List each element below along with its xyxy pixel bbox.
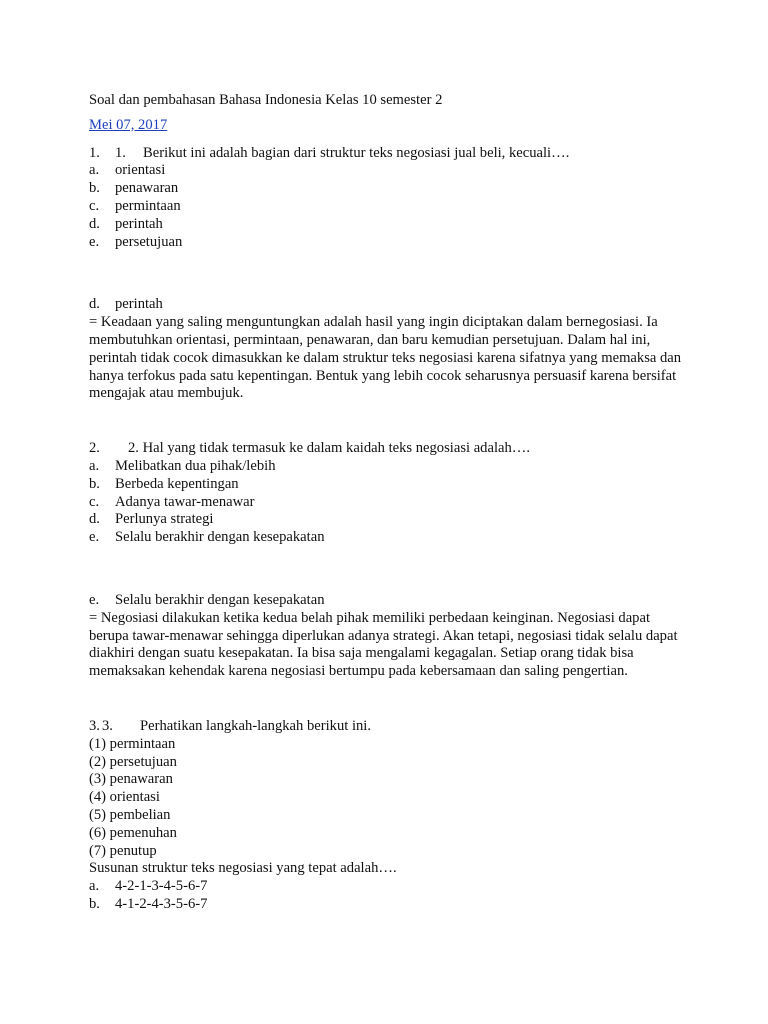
option-item — [89, 511, 689, 529]
question-number: 3. — [89, 717, 100, 734]
option-item — [89, 198, 689, 216]
step-item: (3) penawaran — [89, 771, 173, 788]
option-text: Berbeda kepentingan — [115, 475, 239, 492]
spacer — [89, 403, 689, 440]
question-3 — [89, 718, 689, 736]
option-letter: b. — [89, 895, 100, 912]
option-letter: b. — [89, 475, 100, 492]
option-letter: a. — [89, 457, 100, 474]
option-text: orientasi — [115, 162, 166, 179]
option-item — [89, 180, 689, 198]
question-number: 2. — [89, 440, 100, 457]
explanation-text: = Keadaan yang saling menguntungkan adalah hasil yang ingin diciptakan dalam bernegosiasi. Ia membutuhkan orientasi, permintaan, penawaran, dan baru kemudian persetujuan. Dalam hal ini, perintah tidak cocok dimasukkan ke dalam struktur teks negosiasi karena sifatnya yang memaksa dan hanya terfokus pada satu kepentingan. Bentuk yang lebih cocok seharusnya persuasif karena bersifat mengajak atau membujuk. — [89, 314, 682, 402]
answer-item — [89, 592, 689, 610]
option-item — [89, 529, 689, 547]
spacer — [89, 681, 689, 718]
option-text: 4-2-1-3-4-5-6-7 — [115, 878, 208, 895]
option-text: Selalu berakhir dengan kesepakatan — [115, 529, 325, 546]
question-text: Perhatikan langkah-langkah berikut ini. — [140, 717, 371, 734]
question-subnumber: 3. — [102, 717, 113, 734]
option-item — [89, 458, 689, 476]
option-text: perintah — [115, 215, 163, 232]
question-text: Berikut ini adalah bagian dari struktur teks negosiasi jual beli, kecuali…. — [143, 144, 570, 161]
post-date-link[interactable]: Mei 07, 2017 — [89, 116, 168, 133]
step-item: (6) pemenuhan — [89, 824, 177, 841]
option-text: Adanya tawar-menawar — [115, 493, 255, 510]
option-text: Perlunya strategi — [115, 511, 214, 528]
option-text: 4-1-2-4-3-5-6-7 — [115, 895, 208, 912]
option-letter: d. — [89, 511, 100, 528]
spacer — [115, 440, 128, 458]
option-letter: d. — [89, 215, 100, 232]
option-item — [89, 878, 689, 896]
step-item: (2) persetujuan — [89, 753, 177, 770]
option-letter: a. — [89, 878, 100, 895]
question-subnumber: 1. — [115, 144, 126, 161]
step-item: (5) pembelian — [89, 806, 171, 823]
spacer — [89, 251, 689, 296]
option-letter: e. — [89, 233, 100, 250]
option-letter: a. — [89, 162, 100, 179]
step-item: (1) permintaan — [89, 735, 176, 752]
option-item — [89, 216, 689, 234]
answer-letter: e. — [89, 591, 100, 608]
document-title: Soal dan pembahasan Bahasa Indonesia Kelas 10 semester 2 — [89, 92, 443, 108]
question-prompt: Susunan struktur teks negosiasi yang tepat adalah…. — [89, 860, 397, 877]
step-item: (4) orientasi — [89, 789, 160, 806]
option-text: persetujuan — [115, 233, 183, 250]
explanation-text: = Negosiasi dilakukan ketika kedua belah pihak memiliki perbedaan keinginan. Negosiasi dapat berupa tawar-menawar sehingga diperlukan adanya strategi. Akan tetapi, negosiasi tidak selalu dapat diakhiri dengan suatu kesepakatan. Ia bisa saja mengalami kegagalan. Setiap orang tidak bisa memaksakan kehendak karena negosiasi bertumpu pada kebersamaan dan saling pengertian. — [89, 609, 678, 680]
option-text: penawaran — [115, 180, 179, 197]
option-letter: e. — [89, 529, 100, 546]
answer-text: Selalu berakhir dengan kesepakatan — [115, 591, 325, 608]
option-letter: b. — [89, 180, 100, 197]
question-text: 2. Hal yang tidak termasuk ke dalam kaidah teks negosiasi adalah…. — [128, 440, 531, 457]
option-item — [89, 476, 689, 494]
option-item — [89, 896, 689, 914]
option-item — [89, 494, 689, 512]
option-item — [89, 162, 689, 180]
question-1 — [89, 145, 689, 163]
option-text: Melibatkan dua pihak/lebih — [115, 457, 276, 474]
question-number: 1. — [89, 144, 100, 161]
answer-text: perintah — [115, 296, 163, 313]
answer-item — [89, 296, 689, 314]
answer-letter: d. — [89, 296, 100, 313]
step-item: (7) penutup — [89, 842, 157, 859]
question-2 — [89, 440, 689, 458]
option-letter: c. — [89, 493, 100, 510]
spacer — [89, 547, 689, 592]
option-item — [89, 234, 689, 252]
option-text: permintaan — [115, 197, 181, 214]
option-letter: c. — [89, 197, 100, 214]
document-page — [89, 92, 689, 914]
